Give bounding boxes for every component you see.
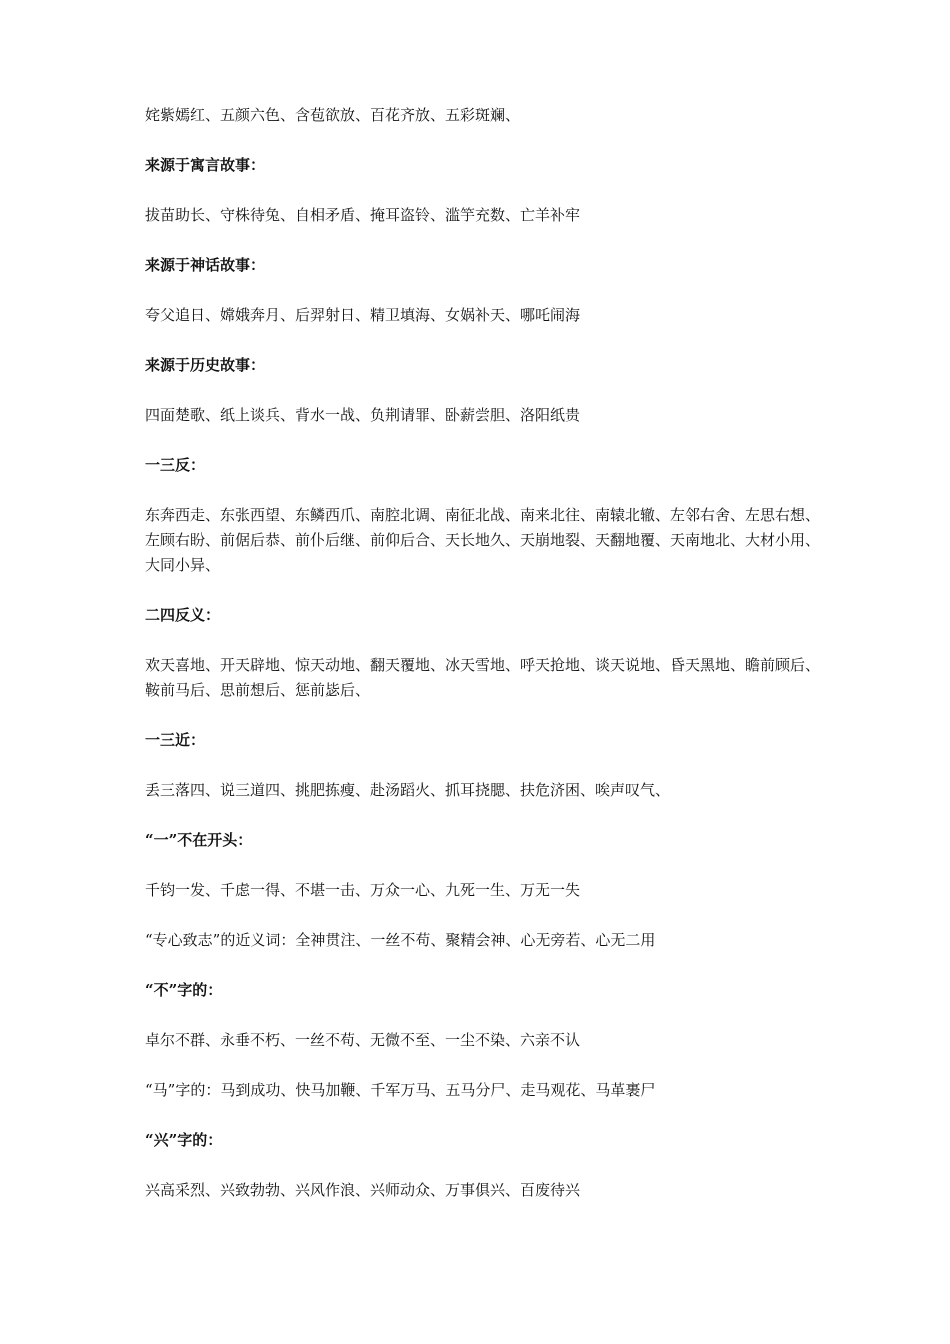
paragraph-yi-not-first: 千钧一发、千虑一得、不堪一击、万众一心、九死一生、万无一失 [145, 881, 581, 899]
paragraph-two-four-antonym: 欢天喜地、开天辟地、惊天动地、翻天覆地、冰天雪地、呼天抢地、谈天说地、昏天黑地、瞻前顾后、鞍前马后、思前想后、惩前毖后、 [145, 656, 821, 699]
heading-fable: 来源于寓言故事： [145, 156, 266, 174]
paragraph-history: 四面楚歌、纸上谈兵、背水一战、负荆请罪、卧薪尝胆、洛阳纸贵 [145, 406, 581, 424]
paragraph-bu-character: 卓尔不群、永垂不朽、一丝不苟、无微不至、一尘不染、六亲不认 [145, 1031, 581, 1049]
heading-xing-character: “兴”字的： [145, 1131, 223, 1149]
paragraph-colors: 姹紫嫣红、五颜六色、含苞欲放、百花齐放、五彩斑斓、 [145, 106, 521, 124]
paragraph-fable: 拔苗助长、守株待兔、自相矛盾、掩耳盗铃、滥竽充数、亡羊补牢 [145, 206, 581, 224]
heading-yi-not-first: “一”不在开头： [145, 831, 253, 849]
paragraph-xing-character: 兴高采烈、兴致勃勃、兴风作浪、兴师动众、万事俱兴、百废待兴 [145, 1181, 581, 1199]
heading-two-four-antonym: 二四反义： [145, 606, 221, 624]
heading-history: 来源于历史故事： [145, 356, 266, 374]
paragraph-ma-character: “马”字的：马到成功、快马加鞭、千军万马、五马分尸、走马观花、马革裹尸 [145, 1081, 656, 1099]
document-body [145, 103, 820, 1203]
paragraph-one-three-near: 丢三落四、说三道四、挑肥拣瘦、赴汤蹈火、抓耳挠腮、扶危济困、唉声叹气、 [145, 781, 671, 799]
paragraph-myth: 夸父追日、嫦娥奔月、后羿射日、精卫填海、女娲补天、哪吒闹海 [145, 306, 581, 324]
heading-myth: 来源于神话故事： [145, 256, 266, 274]
paragraph-synonyms: “专心致志”的近义词：全神贯注、一丝不苟、聚精会神、心无旁若、心无二用 [145, 931, 656, 949]
heading-one-three-near: 一三近： [145, 731, 206, 749]
paragraph-one-three-opposite: 东奔西走、东张西望、东鳞西爪、南腔北调、南征北战、南来北往、南辕北辙、左邻右舍、左思右想、左顾右盼、前倨后恭、前仆后继、前仰后合、天长地久、天崩地裂、天翻地覆、天南地北、大材小用、大同小异、 [145, 506, 821, 574]
heading-bu-character: “不”字的： [145, 981, 223, 999]
heading-one-three-opposite: 一三反： [145, 456, 206, 474]
